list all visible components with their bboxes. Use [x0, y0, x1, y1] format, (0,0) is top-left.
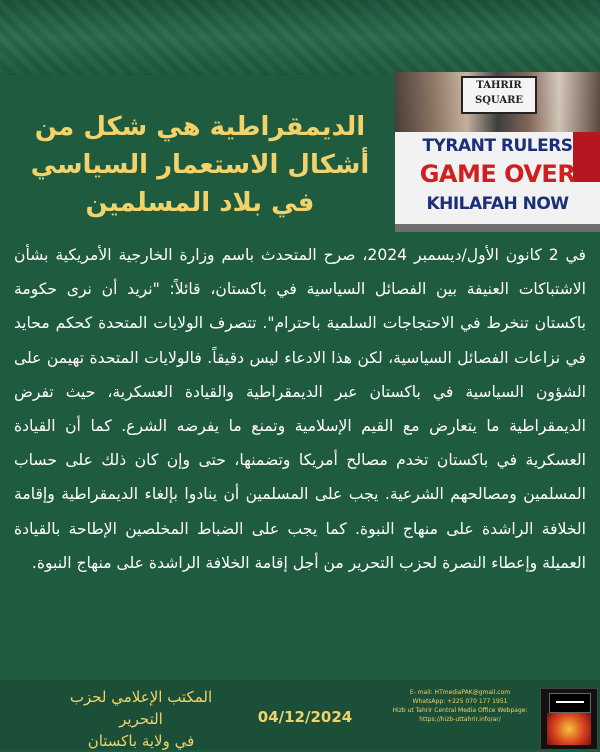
article-body: في 2 كانون الأول/ديسمبر 2024، صرح المتحدث باسم وزارة الخارجية الأمريكية بشأن الاشتباكات العنيفة بين الفصائل السياسية في باكستان، قائلاً: "نريد أن نرى حكومة باكستان تنخرط في الاحتجاجات السلمية باحترام". تتصرف الولايات المتحدة كحكم محايد في نزاعات الفصائل السياسية، لكن هذا الادعاء ليس دقيقاً. فالولايات المتحدة تهيمن على الشؤون السياسية في باكستان عبر الديمقراطية والقيادة العسكرية، حيث تفرض الديمقراطية ما يتعارض مع القيم الإسلامية وتمنع ما يفرضه الشرع. كما أن القيادة العسكرية في باكستان تخدم مصالح أمريكا وتضمنها، حتى وإن كان ذلك على حساب المسلمين ومصالحهم الشرعية. يجب على المسلمين أن ينادوا بإلغاء الديمقراطية وإقامة الخلافة الراشدة على منهاج النبوة. كما يجب على الضباط المخلصين الإطاحة بالقيادة العميلة وإعطاء النصرة لحزب التحرير من أجل إقامة الخلافة الراشدة على منهاج النبوة. [14, 246, 586, 572]
media-office-name [46, 686, 236, 752]
webpage-label: Hizb ut Tahrir Central Media Office Webpage: [392, 707, 528, 714]
emblem-icon [547, 713, 591, 745]
header-band [0, 0, 600, 75]
contact-info [385, 688, 535, 724]
logo-icon [540, 688, 598, 750]
page-title [10, 108, 390, 222]
title-line-2: أشكال الاستعمار السياسي [30, 150, 370, 180]
title-line-1: الديمقراطية هي شكل من [34, 112, 366, 142]
banner-line-3: KHILAFAH NOW [426, 194, 569, 214]
square-sign: TAHRIR SQUARE [461, 76, 537, 114]
protest-photo [395, 72, 600, 232]
flag-icon [549, 693, 591, 713]
title-line-3: في بلاد المسلمين [85, 188, 315, 218]
publication-date: 04/12/2024 [257, 708, 353, 726]
banner-line-1: TYRANT RULERS [422, 136, 573, 156]
whatsapp-text: WhatsApp: +225 070 177 1951 [412, 698, 508, 705]
email-text[interactable]: E- mail: HTmediaPAK@gmail.com [409, 689, 511, 696]
office-line-2: في ولاية باكستان [87, 732, 195, 750]
office-line-1: المكتب الإعلامي لحزب التحرير [69, 688, 213, 728]
webpage-link[interactable]: https://hizb-uttahrir.info/ar/ [419, 716, 501, 723]
banner-line-2: GAME OVER [419, 160, 576, 188]
